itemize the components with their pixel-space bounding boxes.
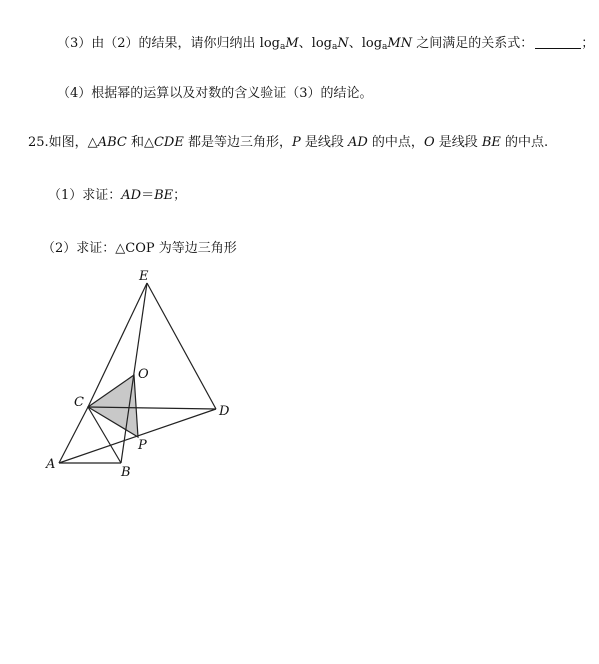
log-base: a (331, 42, 338, 52)
separator: 、log (298, 36, 332, 51)
triangle-COP-shaded (88, 375, 138, 437)
stem-text: 和△ (126, 135, 154, 150)
label-B: B (121, 465, 131, 480)
stem-text: 都是等边三角形， (183, 135, 292, 150)
q25-part2: （2）求证：△COP 为等边三角形 (42, 241, 237, 256)
seg-BE: BE (481, 135, 501, 150)
seg-AD: AD (347, 135, 368, 150)
stem-text: 的中点. (500, 135, 549, 150)
q24-part3-suffix: 之间满足的关系式： (412, 36, 534, 51)
part1-text: （1）求证： (48, 188, 122, 203)
stem-text: 是线段 (300, 135, 348, 150)
tri-ABC: ABC (97, 135, 127, 150)
label-P: P (138, 438, 147, 453)
label-D: D (219, 404, 230, 419)
var-M: M (285, 36, 299, 51)
q24-part4: （4）根据幂的运算以及对数的含义验证（3）的结论。 (57, 86, 373, 101)
punctuation: ； (581, 36, 595, 51)
stem-text: 的中点， (367, 135, 424, 150)
label-E: E (139, 269, 149, 284)
punctuation: ； (173, 188, 187, 203)
label-A: A (46, 457, 56, 472)
segment-ED (147, 283, 216, 409)
stem-text: 25.如图，△ (28, 135, 98, 150)
log-base: a (382, 42, 388, 52)
label-C: C (74, 395, 84, 410)
separator: 、log (348, 36, 383, 51)
q24-part3-text: （3）由（2）的结果，请你归纳出 log (57, 36, 280, 51)
stem-text: 是线段 (434, 135, 482, 150)
seg-AD: AD (121, 188, 142, 203)
equals: ＝ (141, 188, 155, 203)
var-N: N (337, 36, 349, 51)
log-base: a (279, 42, 286, 52)
point-O: O (423, 135, 435, 150)
label-O: O (138, 367, 149, 382)
var-MN: MN (387, 36, 413, 51)
point-P: P (291, 135, 301, 150)
tri-CDE: CDE (153, 135, 184, 150)
seg-BE: BE (154, 188, 174, 203)
